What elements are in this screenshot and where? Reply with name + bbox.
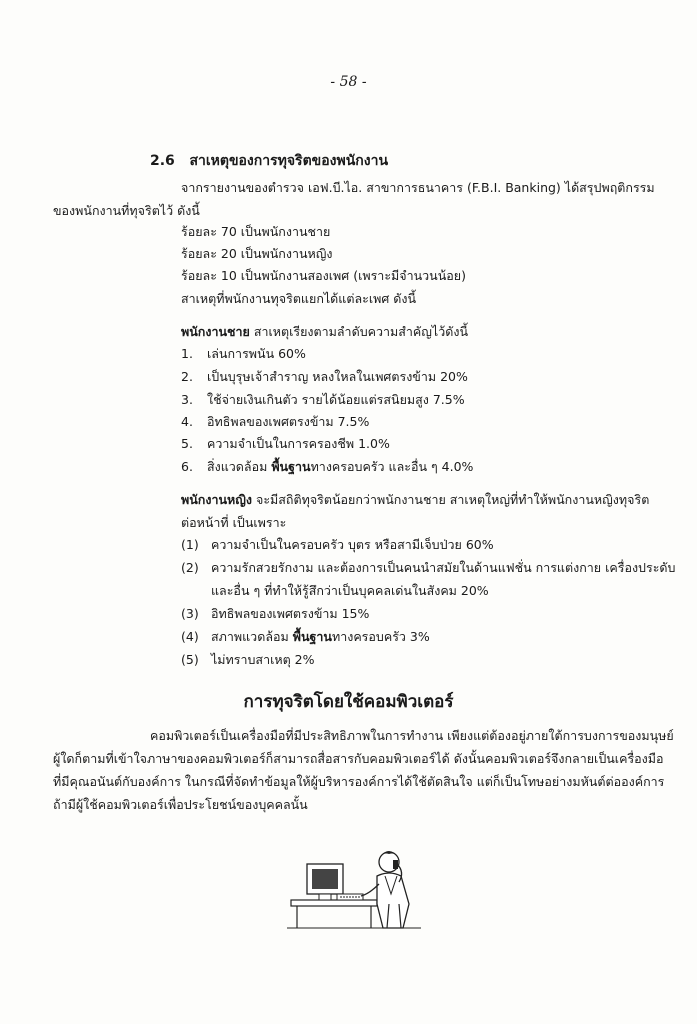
list-item: (5) ไม่ทราบสาเหตุ 2% <box>181 652 315 667</box>
female-label: พนักงานหญิง <box>181 492 253 507</box>
stat-line: ร้อยละ 20 เป็นพนักงานหญิง <box>181 246 333 261</box>
list-item: (1) ความจำเป็นในครอบครัว บุตร หรือสามีเจ็บป่วย 60% <box>181 537 494 552</box>
male-desc: สาเหตุเรียงตามลำดับความสำคัญไว้ดังนี้ <box>249 324 469 339</box>
list-item: (3) อิทธิพลของเพศตรงข้าม 15% <box>181 606 370 621</box>
paragraph-line: ที่มีคุณอนันต์กับองค์การ ในกรณีที่จัดทำข้อมูลให้ผู้บริหารองค์การได้ใช้ตัดสินใจ แต่ก็เป็นโทษอย่างมหันต์ต่อองค์การ <box>53 774 665 789</box>
section-heading <box>150 150 388 172</box>
page-number: - 58 - <box>330 74 367 90</box>
list-item-continued: และอื่น ๆ ที่ทำให้รู้สึกว่าเป็นบุคคลเด่นในสังคม 20% <box>211 583 489 598</box>
paragraph-line: คอมพิวเตอร์เป็นเครื่องมือที่มีประสิทธิภาพในการทำงาน เพียงแต่ต้องอยู่ภายใต้การบงการของมนุษย์ <box>150 728 674 743</box>
female-heading <box>181 490 649 510</box>
intro-line-1: จากรายงานของตำรวจ เอฟ.บี.ไอ. สาขาการธนาคาร (F.B.I. Banking) ได้สรุปพฤติกรรม <box>181 180 655 195</box>
list-item: 2. เป็นบุรุษเจ้าสำราญ หลงใหลในเพศตรงข้าม 20% <box>181 369 468 384</box>
female-desc-2: ต่อหน้าที่ เป็นเพราะ <box>181 515 287 530</box>
female-desc: จะมีสถิติทุจริตน้อยกว่าพนักงานชาย สาเหตุใหญ่ที่ทำให้พนักงานหญิงทุจริต <box>252 492 650 507</box>
computer-user-illustration <box>285 842 425 934</box>
list-item: 4. อิทธิพลของเพศตรงข้าม 7.5% <box>181 414 370 429</box>
list-item: 1. เล่นการพนัน 60% <box>181 346 306 361</box>
paragraph-line: ถ้ามีผู้ใช้คอมพิวเตอร์เพื่อประโยชน์ของบุคคลนั้น <box>53 797 308 812</box>
male-heading <box>181 322 468 342</box>
cause-intro: สาเหตุที่พนักงานทุจริตแยกได้แต่ละเพศ ดังนี้ <box>181 291 417 306</box>
paragraph-line: ผู้ใดก็ตามที่เข้าใจภาษาของคอมพิวเตอร์ก็สามารถสื่อสารกับคอมพิวเตอร์ได้ ดังนั้นคอมพิวเตอร์จึงกลายเป็นเครื่องมือ <box>53 751 664 766</box>
stat-line: ร้อยละ 10 เป็นพนักงานสองเพศ (เพราะมีจำนวนน้อย) <box>181 268 466 283</box>
intro-line-2: ของพนักงานที่ทุจริตไว้ ดังนี้ <box>53 203 200 218</box>
list-item: (4) สภาพแวดล้อม พื้นฐานทางครอบครัว 3% <box>181 629 430 644</box>
list-item: 3. ใช้จ่ายเงินเกินตัว รายได้น้อยแต่รสนิยมสูง 7.5% <box>181 392 465 407</box>
male-label: พนักงานชาย <box>181 324 250 339</box>
computer-section-title: การทุจริตโดยใช้คอมพิวเตอร์ <box>243 692 454 712</box>
list-item: (2) ความรักสวยรักงาม และต้องการเป็นคนนำสมัยในด้านแฟชั่น การแต่งกาย เครื่องประดับ <box>181 560 676 575</box>
stat-line: ร้อยละ 70 เป็นพนักงานชาย <box>181 224 331 239</box>
list-item: 5. ความจำเป็นในการครองชีพ 1.0% <box>181 436 390 451</box>
section-title: สาเหตุของการทุจริตของพนักงาน <box>189 153 389 169</box>
list-item: 6. สิ่งแวดล้อม พื้นฐานทางครอบครัว และอื่น ๆ 4.0% <box>181 459 474 474</box>
section-number: 2.6 <box>150 153 175 169</box>
